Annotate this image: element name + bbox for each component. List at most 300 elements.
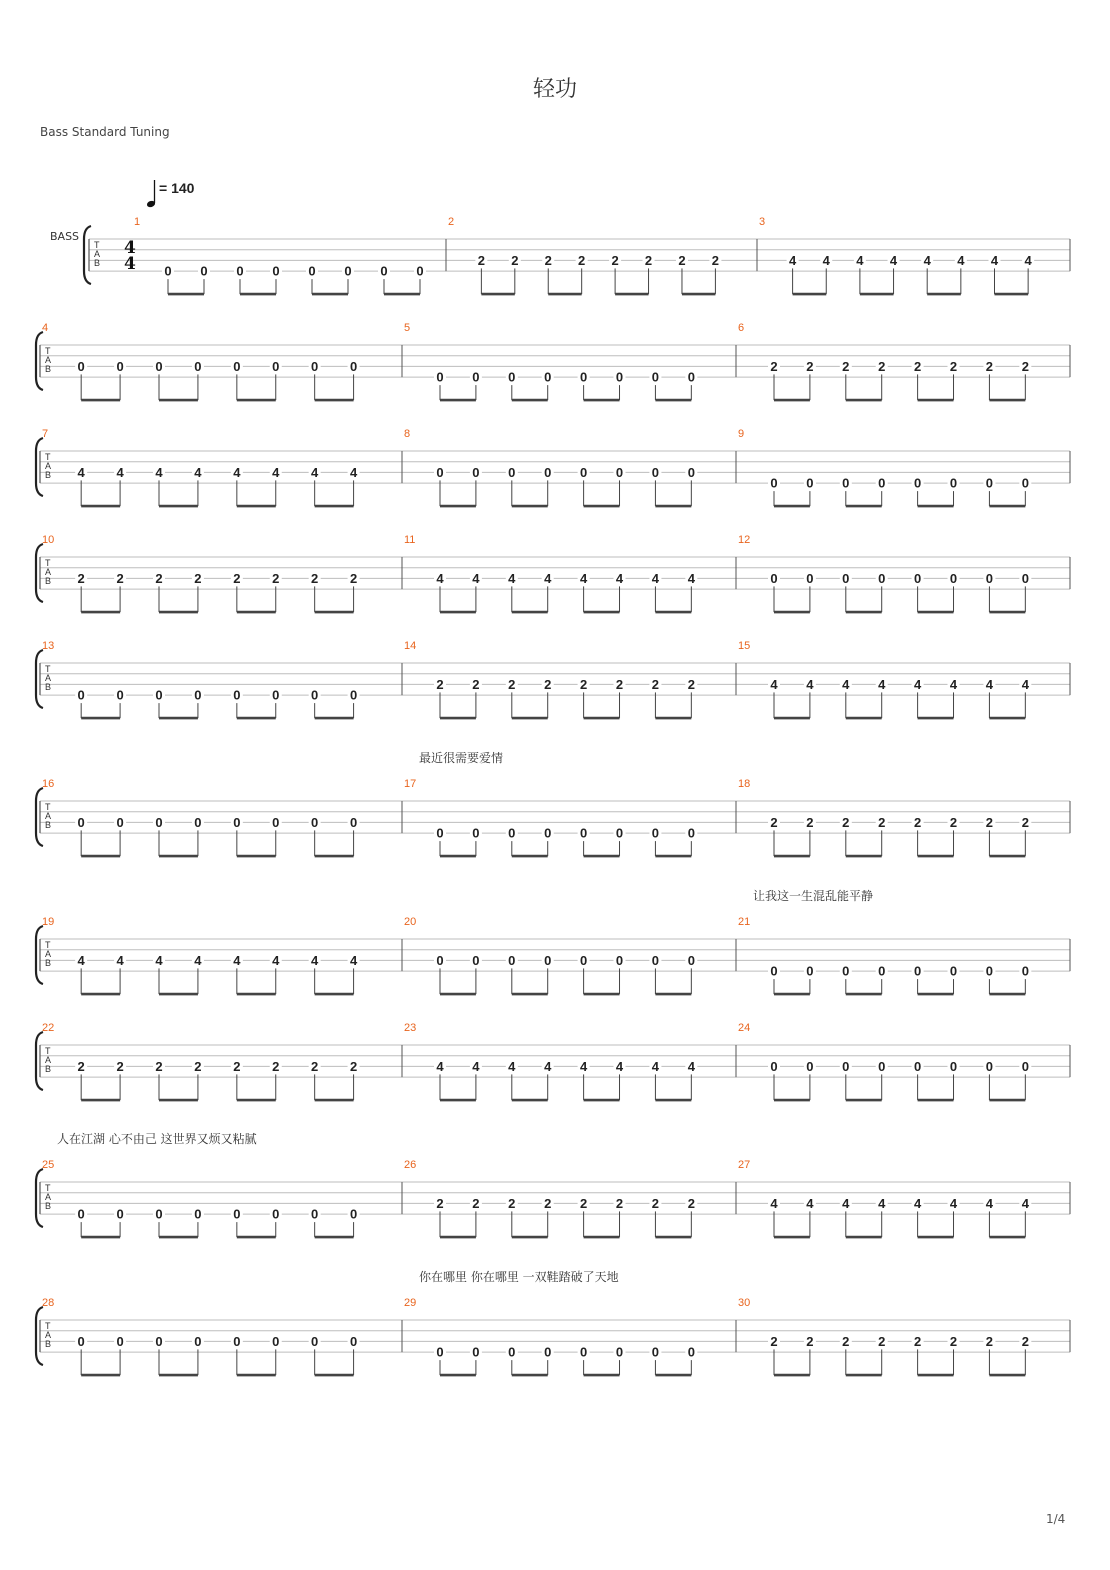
measure-number: 16 — [42, 778, 55, 790]
fret-number: 0 — [842, 475, 850, 491]
fret-number: 0 — [544, 464, 552, 480]
measure-number: 13 — [42, 640, 55, 652]
tab-clef-letter: A — [45, 811, 52, 821]
fret-number: 0 — [544, 1344, 552, 1360]
measure-number: 12 — [738, 534, 751, 546]
fret-number: 0 — [651, 464, 660, 480]
measure-number: 5 — [404, 322, 411, 334]
fret-number: 0 — [349, 358, 358, 374]
fret-number: 0 — [116, 814, 124, 830]
fret-number: 0 — [164, 263, 172, 279]
fret-number: 4 — [311, 952, 319, 968]
fret-number: 0 — [272, 1333, 280, 1349]
fret-number: 0 — [472, 369, 480, 385]
fret-number: 0 — [77, 814, 85, 830]
lyric-line: 让我这一生混乱能平静 — [753, 889, 874, 903]
fret-number: 0 — [116, 1206, 124, 1222]
fret-number: 0 — [308, 263, 316, 279]
fret-number: 0 — [77, 1206, 85, 1222]
fret-number: 0 — [544, 952, 552, 968]
fret-number: 4 — [544, 570, 552, 586]
tab-system — [36, 322, 1070, 400]
fret-number: 2 — [1021, 1333, 1029, 1349]
fret-number: 0 — [687, 1344, 695, 1360]
fret-number: 2 — [349, 1058, 358, 1074]
tab-clef-letter: B — [45, 1064, 52, 1074]
fret-number: 0 — [615, 369, 624, 385]
fret-number: 4 — [508, 570, 516, 586]
fret-number: 4 — [233, 464, 241, 480]
fret-number: 0 — [436, 1344, 444, 1360]
tempo-value: = 140 — [159, 180, 195, 196]
fret-number: 0 — [436, 369, 444, 385]
fret-number: 0 — [579, 1344, 588, 1360]
fret-number: 2 — [579, 676, 588, 692]
fret-number: 0 — [194, 814, 202, 830]
fret-number: 4 — [155, 464, 163, 480]
fret-number: 0 — [508, 464, 516, 480]
measure-number: 20 — [404, 916, 417, 928]
measure-number: 29 — [404, 1297, 417, 1309]
fret-number: 0 — [272, 263, 280, 279]
tab-clef-letter: T — [45, 346, 51, 356]
fret-number: 0 — [806, 1058, 814, 1074]
fret-number: 0 — [155, 814, 163, 830]
time-signature-top: 4 — [124, 238, 136, 258]
fret-number: 0 — [770, 963, 778, 979]
fret-number: 0 — [77, 1333, 85, 1349]
fret-number: 0 — [1021, 475, 1029, 491]
fret-number: 0 — [770, 570, 778, 586]
fret-number: 4 — [349, 952, 358, 968]
fret-number: 2 — [194, 1058, 202, 1074]
fret-number: 0 — [579, 464, 588, 480]
lyric-line: 人在江湖 心不由己 这世界又烦又粘腻 — [57, 1132, 257, 1146]
fret-number: 0 — [155, 687, 163, 703]
fret-number: 4 — [272, 952, 280, 968]
fret-number: 4 — [822, 252, 830, 268]
tab-system — [36, 640, 1070, 718]
tab-clef-letter: T — [45, 1321, 51, 1331]
tab-clef-letter: B — [45, 958, 52, 968]
fret-number: 0 — [985, 475, 994, 491]
fret-number: 2 — [77, 1058, 85, 1074]
fret-number: 0 — [508, 825, 516, 841]
fret-number: 4 — [472, 1058, 480, 1074]
fret-number: 0 — [311, 1206, 319, 1222]
fret-number: 4 — [233, 952, 241, 968]
measure-number: 1 — [134, 216, 141, 228]
fret-number: 2 — [687, 676, 695, 692]
fret-number: 4 — [472, 570, 480, 586]
fret-number: 0 — [194, 1206, 202, 1222]
tab-clef-letter: A — [45, 1055, 52, 1065]
fret-number: 2 — [651, 1195, 660, 1211]
fret-number: 0 — [77, 358, 85, 374]
fret-number: 2 — [611, 252, 619, 268]
fret-number: 0 — [155, 1333, 163, 1349]
measure-number: 24 — [738, 1022, 751, 1034]
fret-number: 4 — [788, 252, 797, 268]
song-title: 轻功 — [532, 77, 577, 102]
fret-number: 0 — [615, 1344, 624, 1360]
fret-number: 4 — [889, 252, 898, 268]
fret-number: 0 — [985, 963, 994, 979]
measure-number: 15 — [738, 640, 751, 652]
fret-number: 2 — [615, 1195, 624, 1211]
fret-number: 0 — [436, 825, 444, 841]
fret-number: 0 — [878, 570, 886, 586]
fret-number: 4 — [770, 1195, 778, 1211]
fret-number: 0 — [472, 464, 480, 480]
fret-number: 0 — [985, 570, 994, 586]
fret-number: 2 — [508, 676, 516, 692]
fret-number: 0 — [272, 814, 280, 830]
fret-number: 0 — [349, 814, 358, 830]
fret-number: 0 — [913, 475, 922, 491]
fret-number: 0 — [233, 358, 241, 374]
fret-number: 0 — [349, 687, 358, 703]
fret-number: 0 — [842, 1058, 850, 1074]
fret-number: 0 — [311, 814, 319, 830]
fret-number: 2 — [913, 814, 922, 830]
fret-number: 0 — [949, 570, 958, 586]
fret-number: 0 — [155, 358, 163, 374]
time-signature-bottom: 4 — [124, 254, 136, 274]
measure-number: 25 — [42, 1159, 55, 1171]
fret-number: 2 — [806, 814, 814, 830]
fret-number: 2 — [913, 1333, 922, 1349]
fret-number: 4 — [1021, 1195, 1029, 1211]
fret-number: 0 — [272, 358, 280, 374]
tab-clef-letter: B — [45, 682, 52, 692]
fret-number: 0 — [878, 475, 886, 491]
fret-number: 2 — [985, 358, 994, 374]
fret-number: 0 — [949, 1058, 958, 1074]
fret-number: 0 — [155, 1206, 163, 1222]
fret-number: 2 — [878, 1333, 886, 1349]
fret-number: 4 — [806, 676, 814, 692]
tab-clef-letter: T — [94, 240, 100, 250]
tab-clef-letter: B — [45, 1339, 52, 1349]
instrument-label: BASS — [50, 230, 80, 243]
fret-number: 4 — [77, 952, 85, 968]
lyric-line: 你在哪里 你在哪里 一双鞋踏破了天地 — [419, 1270, 619, 1284]
fret-number: 2 — [311, 570, 319, 586]
fret-number: 0 — [651, 369, 660, 385]
fret-number: 2 — [77, 570, 85, 586]
fret-number: 0 — [194, 1333, 202, 1349]
fret-number: 0 — [985, 1058, 994, 1074]
fret-number: 2 — [651, 676, 660, 692]
fret-number: 4 — [651, 1058, 660, 1074]
fret-number: 4 — [985, 676, 994, 692]
fret-number: 0 — [416, 263, 424, 279]
fret-number: 2 — [233, 570, 241, 586]
tab-clef-letter: A — [94, 249, 101, 259]
fret-number: 0 — [200, 263, 208, 279]
fret-number: 4 — [349, 464, 358, 480]
fret-number: 0 — [842, 570, 850, 586]
fret-number: 0 — [878, 1058, 886, 1074]
tab-clef-letter: T — [45, 1183, 51, 1193]
page-number: 1/4 — [1046, 1512, 1066, 1526]
measure-number: 30 — [738, 1297, 751, 1309]
fret-number: 0 — [770, 1058, 778, 1074]
tab-clef-letter: A — [45, 673, 52, 683]
fret-number: 2 — [436, 1195, 444, 1211]
lyric-line: 最近很需要爱情 — [419, 751, 504, 765]
fret-number: 4 — [687, 570, 695, 586]
tab-clef-letter: B — [45, 1201, 52, 1211]
fret-number: 4 — [579, 570, 588, 586]
tuning-label: Bass Standard Tuning — [40, 125, 170, 139]
fret-number: 0 — [615, 952, 624, 968]
fret-number: 2 — [711, 252, 720, 268]
fret-number: 0 — [116, 1333, 124, 1349]
fret-number: 0 — [579, 952, 588, 968]
fret-number: 4 — [272, 464, 280, 480]
fret-number: 0 — [272, 1206, 280, 1222]
fret-number: 0 — [687, 952, 695, 968]
tab-system — [36, 428, 1070, 506]
measure-number: 11 — [404, 534, 416, 546]
measure-number: 3 — [759, 216, 766, 228]
measure-number: 14 — [404, 640, 417, 652]
measure-number: 27 — [738, 1159, 751, 1171]
tab-clef-letter: T — [45, 940, 51, 950]
fret-number: 0 — [544, 369, 552, 385]
fret-number: 2 — [806, 1333, 814, 1349]
fret-number: 4 — [913, 676, 922, 692]
fret-number: 2 — [578, 252, 586, 268]
fret-number: 2 — [1021, 358, 1029, 374]
fret-number: 2 — [544, 252, 552, 268]
fret-number: 4 — [923, 252, 931, 268]
fret-number: 2 — [949, 358, 958, 374]
fret-number: 0 — [913, 570, 922, 586]
fret-number: 2 — [116, 1058, 124, 1074]
tab-system — [36, 1297, 1070, 1375]
fret-number: 0 — [913, 963, 922, 979]
fret-number: 2 — [233, 1058, 241, 1074]
system-bracket — [84, 226, 91, 284]
fret-number: 0 — [687, 464, 695, 480]
fret-number: 2 — [913, 358, 922, 374]
fret-number: 0 — [842, 963, 850, 979]
fret-number: 2 — [644, 252, 653, 268]
fret-number: 2 — [878, 814, 886, 830]
fret-number: 0 — [687, 369, 695, 385]
measure-number: 17 — [404, 778, 417, 790]
fret-number: 4 — [856, 252, 864, 268]
measure-number: 7 — [42, 428, 49, 440]
measure-number: 18 — [738, 778, 751, 790]
fret-number: 2 — [985, 814, 994, 830]
fret-number: 0 — [472, 825, 480, 841]
measure-number: 6 — [738, 322, 745, 334]
fret-number: 2 — [349, 570, 358, 586]
fret-number: 4 — [544, 1058, 552, 1074]
fret-number: 4 — [116, 952, 124, 968]
fret-number: 0 — [615, 825, 624, 841]
fret-number: 0 — [1021, 963, 1029, 979]
fret-number: 2 — [194, 570, 202, 586]
fret-number: 4 — [311, 464, 319, 480]
fret-number: 2 — [155, 570, 163, 586]
fret-number: 2 — [985, 1333, 994, 1349]
fret-number: 2 — [311, 1058, 319, 1074]
fret-number: 0 — [544, 825, 552, 841]
measure-number: 9 — [738, 428, 745, 440]
fret-number: 4 — [806, 1195, 814, 1211]
fret-number: 0 — [380, 263, 388, 279]
measure-number: 23 — [404, 1022, 417, 1034]
tab-clef-letter: B — [45, 364, 52, 374]
fret-number: 0 — [913, 1058, 922, 1074]
fret-number: 0 — [349, 1333, 358, 1349]
fret-number: 0 — [77, 687, 85, 703]
fret-number: 2 — [770, 1333, 778, 1349]
fret-number: 2 — [436, 676, 444, 692]
measure-number: 4 — [42, 322, 49, 334]
fret-number: 0 — [508, 369, 516, 385]
fret-number: 4 — [194, 464, 202, 480]
fret-number: 4 — [842, 676, 850, 692]
fret-number: 0 — [508, 1344, 516, 1360]
fret-number: 4 — [615, 1058, 624, 1074]
fret-number: 0 — [651, 1344, 660, 1360]
fret-number: 0 — [311, 687, 319, 703]
fret-number: 4 — [878, 676, 886, 692]
fret-number: 4 — [878, 1195, 886, 1211]
fret-number: 0 — [233, 687, 241, 703]
fret-number: 0 — [311, 358, 319, 374]
fret-number: 4 — [615, 570, 624, 586]
tab-clef-letter: A — [45, 1330, 52, 1340]
fret-number: 0 — [233, 814, 241, 830]
fret-number: 4 — [1021, 676, 1029, 692]
fret-number: 0 — [472, 952, 480, 968]
fret-number: 0 — [233, 1206, 241, 1222]
fret-number: 2 — [878, 358, 886, 374]
fret-number: 2 — [472, 676, 480, 692]
measure-number: 10 — [42, 534, 55, 546]
fret-number: 4 — [579, 1058, 588, 1074]
fret-number: 4 — [949, 1195, 958, 1211]
fret-number: 4 — [436, 1058, 444, 1074]
fret-number: 2 — [272, 570, 280, 586]
fret-number: 0 — [806, 475, 814, 491]
fret-number: 2 — [949, 814, 958, 830]
fret-number: 4 — [985, 1195, 994, 1211]
fret-number: 2 — [770, 814, 778, 830]
tab-system — [36, 778, 1070, 856]
tab-clef-letter: A — [45, 461, 52, 471]
fret-number: 2 — [842, 1333, 850, 1349]
fret-number: 0 — [687, 825, 695, 841]
measure-number: 21 — [738, 916, 751, 928]
fret-number: 0 — [806, 963, 814, 979]
tab-clef-letter: A — [45, 567, 52, 577]
tab-clef-letter: T — [45, 452, 51, 462]
tab-clef-letter: B — [45, 820, 52, 830]
fret-number: 0 — [194, 358, 202, 374]
fret-number: 2 — [615, 676, 624, 692]
fret-number: 0 — [236, 263, 244, 279]
fret-number: 0 — [1021, 1058, 1029, 1074]
tab-clef-letter: A — [45, 949, 52, 959]
fret-number: 0 — [651, 825, 660, 841]
fret-number: 4 — [508, 1058, 516, 1074]
fret-number: 2 — [544, 676, 552, 692]
fret-number: 0 — [272, 687, 280, 703]
fret-number: 4 — [842, 1195, 850, 1211]
tab-system — [36, 1159, 1070, 1237]
fret-number: 0 — [194, 687, 202, 703]
tab-clef-letter: T — [45, 802, 51, 812]
fret-number: 0 — [436, 952, 444, 968]
fret-number: 0 — [116, 358, 124, 374]
fret-number: 0 — [436, 464, 444, 480]
measure-number: 28 — [42, 1297, 55, 1309]
fret-number: 4 — [687, 1058, 695, 1074]
measure-number: 19 — [42, 916, 55, 928]
tab-clef-letter: B — [94, 258, 101, 268]
fret-number: 0 — [472, 1344, 480, 1360]
fret-number: 4 — [77, 464, 85, 480]
fret-number: 4 — [913, 1195, 922, 1211]
tab-system — [36, 916, 1070, 994]
fret-number: 0 — [579, 825, 588, 841]
tab-clef-letter: B — [45, 470, 52, 480]
fret-number: 4 — [770, 676, 778, 692]
fret-number: 4 — [949, 676, 958, 692]
fret-number: 0 — [770, 475, 778, 491]
tab-clef-letter: T — [45, 1046, 51, 1056]
fret-number: 4 — [1024, 252, 1032, 268]
fret-number: 0 — [878, 963, 886, 979]
measure-number: 8 — [404, 428, 411, 440]
fret-number: 2 — [155, 1058, 163, 1074]
measure-number: 26 — [404, 1159, 417, 1171]
fret-number: 0 — [615, 464, 624, 480]
fret-number: 0 — [806, 570, 814, 586]
fret-number: 2 — [678, 252, 686, 268]
fret-number: 2 — [116, 570, 124, 586]
fret-number: 2 — [806, 358, 814, 374]
measure-number: 2 — [448, 216, 455, 228]
fret-number: 2 — [949, 1333, 958, 1349]
fret-number: 0 — [349, 1206, 358, 1222]
fret-number: 2 — [511, 252, 519, 268]
fret-number: 4 — [651, 570, 660, 586]
fret-number: 2 — [544, 1195, 552, 1211]
fret-number: 4 — [155, 952, 163, 968]
fret-number: 2 — [508, 1195, 516, 1211]
fret-number: 0 — [344, 263, 352, 279]
fret-number: 4 — [990, 252, 999, 268]
fret-number: 2 — [472, 1195, 480, 1211]
fret-number: 0 — [949, 963, 958, 979]
fret-number: 0 — [508, 952, 516, 968]
fret-number: 4 — [194, 952, 202, 968]
tab-system — [84, 216, 1070, 294]
fret-number: 0 — [651, 952, 660, 968]
tab-system — [36, 1022, 1070, 1100]
fret-number: 2 — [477, 252, 485, 268]
tab-clef-letter: A — [45, 1192, 52, 1202]
